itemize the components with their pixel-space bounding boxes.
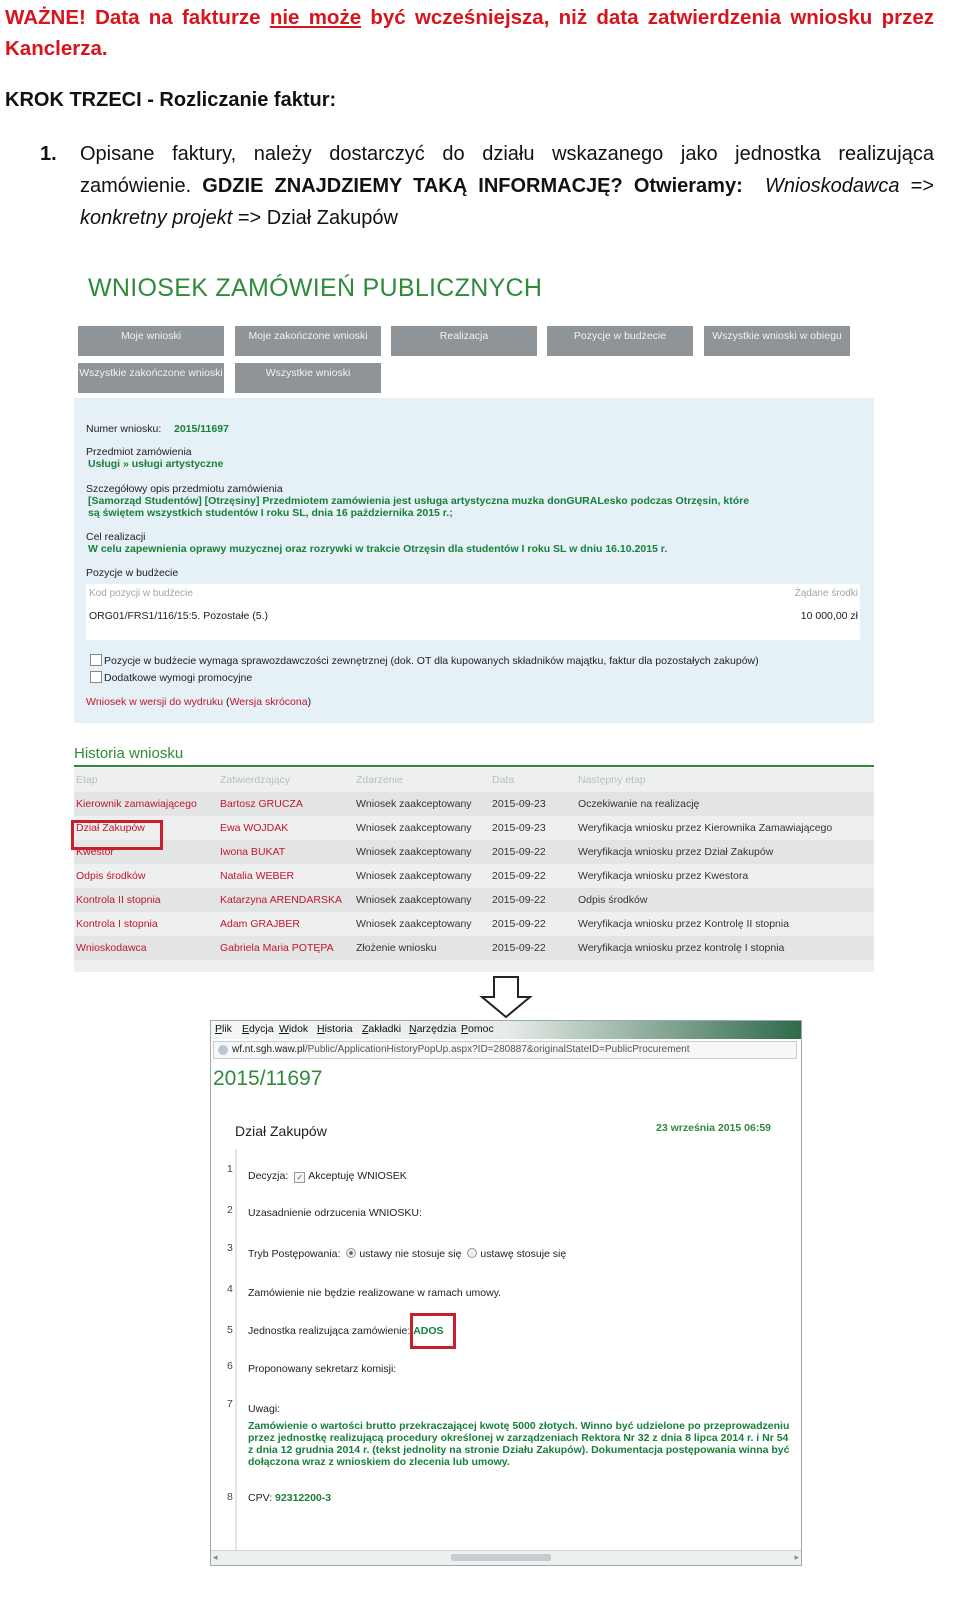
row-next: Weryfikacja wniosku przez Kwestora: [578, 870, 749, 882]
app-title: WNIOSEK ZAMÓWIEŃ PUBLICZNYCH: [88, 274, 543, 302]
highlight-box-ados: [410, 1313, 456, 1349]
row-event: Wniosek zaakceptowany: [356, 918, 472, 930]
table-row: [74, 912, 874, 936]
procedure-label: Tryb Postępowania:: [248, 1248, 341, 1260]
budget-table: [86, 584, 860, 640]
table-row: [74, 816, 874, 840]
request-details-panel: [74, 398, 874, 723]
row-event: Złożenie wniosku: [356, 942, 437, 954]
budget-code: ORG01/FRS1/116/15:5. Pozostałe (5.): [89, 610, 268, 622]
row-stage[interactable]: Kontrola I stopnia: [76, 918, 158, 930]
history-divider: [74, 765, 874, 767]
nav-realization[interactable]: Realizacja: [391, 326, 537, 356]
row-date: 2015-09-22: [492, 894, 546, 906]
table-row: [74, 792, 874, 816]
row-date: 2015-09-23: [492, 798, 546, 810]
question-number: 8: [227, 1491, 233, 1503]
menu-view[interactable]: Widok: [279, 1023, 309, 1035]
print-version-link[interactable]: Wniosek w wersji do wydruku: [86, 696, 224, 708]
row-event: Wniosek zaakceptowany: [356, 822, 472, 834]
item-path-3: Dział Zakupów: [266, 207, 398, 229]
step-heading: KROK TRZECI - Rozliczanie faktur:: [5, 89, 337, 111]
unit-value: ADOS: [413, 1325, 444, 1337]
nav-all-in-circulation[interactable]: Wszystkie wnioski w obiegu: [704, 326, 850, 356]
question-number: 6: [227, 1360, 233, 1372]
row-approver[interactable]: Natalia WEBER: [220, 870, 295, 882]
question-number: 4: [227, 1283, 233, 1295]
item-body: [80, 138, 934, 234]
row-event: Wniosek zaakceptowany: [356, 894, 472, 906]
rejection-reason-label: Uzasadnienie odrzucenia WNIOSKU:: [248, 1207, 422, 1219]
radio-no-law[interactable]: [346, 1248, 356, 1258]
table-row: [74, 936, 874, 960]
col-approver: Zatwierdzający: [220, 774, 291, 786]
menu-history[interactable]: Historia: [317, 1023, 353, 1035]
section-title: Dział Zakupów: [235, 1123, 327, 1139]
number-value: 2015/11697: [174, 423, 229, 435]
promo-label: Dodatkowe wymogi promocyjne: [104, 672, 253, 684]
procedure-row: [248, 1248, 566, 1260]
budget-label: Pozycje w budżecie: [86, 567, 179, 579]
scroll-thumb[interactable]: [451, 1554, 551, 1561]
budget-col-code: Kod pozycji w budżecie: [89, 588, 193, 599]
col-event: Zdarzenie: [356, 774, 403, 786]
decision-value: Akceptuję WNIOSEK: [308, 1170, 407, 1182]
url-host: wf.nt.sgh.waw.pl: [232, 1044, 305, 1055]
question-number: 2: [227, 1204, 233, 1216]
row-date: 2015-09-22: [492, 942, 546, 954]
budget-col-amount: Żądane środki: [794, 588, 858, 599]
warning-paragraph: [5, 2, 934, 64]
highlight-box-dzial-zakupow: [71, 820, 163, 850]
item-path-1: Wnioskodawca: [765, 175, 900, 197]
row-stage[interactable]: Kierownik zamawiającego: [76, 798, 197, 810]
table-row: [74, 888, 874, 912]
nav-all-finished[interactable]: Wszystkie zakończone wnioski: [78, 363, 224, 393]
row-stage[interactable]: Kwestor: [76, 846, 114, 858]
question-number: 3: [227, 1242, 233, 1254]
warning-underlined: nie może: [269, 6, 362, 29]
item-number: 1.: [40, 143, 57, 165]
nav-my-finished[interactable]: Moje zakończone wnioski: [235, 326, 381, 356]
warning-post: być wcześniejsza, niż data zatwierdzenia wniosku przez Kanclerza.: [5, 6, 934, 60]
cpv-label: CPV:: [248, 1492, 273, 1504]
menu-tools[interactable]: Narzędzia: [409, 1023, 457, 1035]
cpv-row: [248, 1492, 331, 1504]
menu-edit[interactable]: Edycja: [242, 1023, 274, 1035]
question-number: 1: [227, 1163, 233, 1175]
row-event: Wniosek zaakceptowany: [356, 846, 472, 858]
row-date: 2015-09-22: [492, 846, 546, 858]
history-title: Historia wniosku: [74, 745, 184, 762]
question-number: 7: [227, 1398, 233, 1410]
description-line-1: [Samorząd Studentów] [Otrzęsiny] Przedmiotem zamówienia jest usługa artystyczna muzka donGURALesko podczas Otrzęsin, które: [88, 495, 750, 507]
radio-law[interactable]: [467, 1248, 477, 1258]
instruction-item: [40, 138, 934, 234]
goal-value: W celu zapewnienia oprawy muzycznej oraz rozrywki w trakcie Otrzęsin dla studentów I roku SL w dniu 16.10.2015 r.: [88, 543, 668, 555]
row-approver[interactable]: Ewa WOJDAK: [220, 822, 289, 834]
row-event: Wniosek zaakceptowany: [356, 798, 472, 810]
row-stage[interactable]: Wnioskodawca: [76, 942, 147, 954]
row-next: Odpis środków: [578, 894, 648, 906]
row-approver[interactable]: Iwona BUKAT: [220, 846, 286, 858]
decision-label: Decyzja:: [248, 1170, 289, 1182]
item-text: Opisane faktury, należy dostarczyć do działu wskazanego jako jednostka realizująca zamówienie.: [80, 143, 934, 197]
decision-row: [248, 1170, 407, 1183]
row-approver[interactable]: Gabriela Maria POTĘPA: [220, 942, 334, 954]
contract-note: Zamówienie nie będzie realizowane w ramach umowy.: [248, 1287, 502, 1299]
row-next: Weryfikacja wniosku przez Dział Zakupów: [578, 846, 774, 858]
row-stage[interactable]: Dział Zakupów: [76, 822, 145, 834]
subject-label: Przedmiot zamówienia: [86, 446, 192, 458]
notes-value: Zamówienie o wartości brutto przekraczającej kwotę 5000 złotych. Winno być udzielone po przeprowadzeniu przez jednostkę realizującą procedury określonej w zarządzeniach Rektora Nr 32 z dnia 8 lipca 2014 r. i Nr 54 z dnia 12 grudnia 2014 r. (tekst jednolity na stronie Działu Zakupów). Dokumentacja postępowania winna być dołączona wraz z wnioskiem do zlecenia lub umowy.: [248, 1420, 790, 1468]
item-question: GDZIE ZNAJDZIEMY TAKĄ INFORMACJĘ? Otwieramy:: [202, 175, 743, 197]
row-approver[interactable]: Katarzyna ARENDARSKA: [220, 894, 342, 906]
row-next: Weryfikacja wniosku przez Kierownika Zamawiającego: [578, 822, 833, 834]
row-approver[interactable]: Bartosz GRUCZA: [220, 798, 303, 810]
secretary-label: Proponowany sekretarz komisji:: [248, 1363, 397, 1375]
accept-checkbox[interactable]: ✓: [294, 1172, 305, 1183]
short-version-link[interactable]: Wersja skrócona: [229, 696, 308, 708]
row-next: Weryfikacja wniosku przez kontrolę I stopnia: [578, 942, 785, 954]
number-label: Numer wniosku:: [86, 423, 162, 435]
notes-label: Uwagi:: [248, 1403, 281, 1415]
col-next: Następny etap: [578, 774, 646, 786]
budget-amount: 10 000,00 zł: [800, 610, 858, 622]
option-no-law: ustawy nie stosuje się: [359, 1248, 462, 1260]
question-divider: [235, 1149, 237, 1566]
reporting-label: Pozycje w budżecie wymaga sprawozdawczości zewnętrznej (dok. OT dla kupowanych składników majątku, faktur dla pozostałych zakupów): [104, 655, 759, 667]
row-date: 2015-09-23: [492, 822, 546, 834]
unit-label: Jednostka realizująca zamówienie:: [248, 1325, 411, 1337]
row-next: Weryfikacja wniosku przez Kontrolę II stopnia: [578, 918, 790, 930]
row-next: Oczekiwanie na realizację: [578, 798, 700, 810]
print-links: Wniosek w wersji do wydruku (Wersja skrócona): [86, 696, 312, 708]
row-date: 2015-09-22: [492, 918, 546, 930]
reporting-checkbox[interactable]: [90, 654, 102, 666]
history-table: [74, 768, 874, 972]
history-header-row: [74, 768, 874, 792]
scroll-right-icon[interactable]: ▸: [794, 1552, 799, 1562]
arrow-down-icon: [478, 975, 534, 1019]
question-number: 5: [227, 1324, 233, 1336]
row-date: 2015-09-22: [492, 870, 546, 882]
decision-date: 23 września 2015 06:59: [656, 1122, 771, 1134]
goal-label: Cel realizacji: [86, 531, 146, 543]
scroll-left-icon[interactable]: ◂: [213, 1552, 218, 1562]
popup-title: 2015/11697: [213, 1067, 323, 1090]
row-stage[interactable]: Odpis środków: [76, 870, 146, 882]
item-arrow-1: =>: [899, 175, 934, 197]
nav-all-requests[interactable]: Wszystkie wnioski: [235, 363, 381, 393]
horizontal-scrollbar[interactable]: [211, 1550, 801, 1565]
table-row: [74, 840, 874, 864]
row-approver[interactable]: Adam GRAJBER: [220, 918, 300, 930]
browser-menubar: [211, 1021, 801, 1039]
globe-icon: [218, 1045, 228, 1055]
row-stage[interactable]: Kontrola II stopnia: [76, 894, 161, 906]
promo-checkbox[interactable]: [90, 671, 102, 683]
cpv-value: 92312200-3: [275, 1492, 332, 1504]
url-path: /Public/ApplicationHistoryPopUp.aspx?ID=280887&originalStateID=PublicProcurement: [304, 1044, 690, 1055]
col-date: Data: [492, 774, 515, 786]
table-row: [74, 864, 874, 888]
popup-screenshot: [210, 1020, 802, 1566]
option-law: ustawę stosuje się: [480, 1248, 567, 1260]
col-stage: Etap: [76, 774, 98, 786]
description-label: Szczegółowy opis przedmiotu zamówienia: [86, 483, 283, 495]
menu-file[interactable]: Plik: [215, 1023, 232, 1035]
subject-value: Usługi » usługi artystyczne: [88, 458, 224, 470]
nav-budget-items[interactable]: Pozycje w budżecie: [547, 326, 693, 356]
nav-my-requests[interactable]: Moje wnioski: [78, 326, 224, 356]
warning-pre: WAŻNE! Data na fakturze: [5, 6, 270, 29]
menu-help[interactable]: Pomoc: [461, 1023, 494, 1035]
address-bar[interactable]: [213, 1041, 797, 1059]
item-path-2: konkretny projekt: [80, 207, 233, 229]
menu-bookmarks[interactable]: Zakładki: [362, 1023, 402, 1035]
description-line-2: są świętem wszystkich studentów I roku SL, dnia 16 października 2015 r.;: [88, 507, 453, 519]
row-event: Wniosek zaakceptowany: [356, 870, 472, 882]
item-arrow-2: =>: [232, 207, 267, 229]
